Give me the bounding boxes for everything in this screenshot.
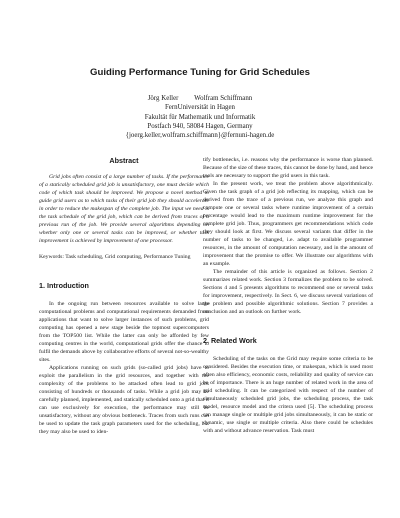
author-name: Jörg Keller bbox=[147, 95, 179, 102]
author-name: Wolfram Schiffmann bbox=[194, 95, 253, 102]
left-column bbox=[39, 156, 209, 436]
affiliation-line: Postfach 940, 58084 Hagen, Germany bbox=[147, 122, 253, 130]
intro-continuation: tify bottlenecks, i.e. reasons why the performance is worse than planned. Because of the size of these traces, this cannot be done by hand, and hence tools are necessary to support the grid users in this task. bbox=[203, 157, 373, 179]
intro-paragraph: In the ongoing run between resources available to solve large computational problems and computational requirements demanded from applications that want to solve larger instances of such problems, grid computing has opened a new stage beside the topmost supercomputers from the TOP500 list. While the latter can only be afforded by few computing centres in the world, computational grids offer the chance to fulfil the demands above by collaborative efforts of several not-so-wealthy sites. bbox=[39, 301, 209, 363]
affiliation-line: FernUniversität in Hagen bbox=[164, 104, 236, 112]
author-emails: {joerg.keller,wolfram.schiffmann}@fernuni-hagen.de bbox=[125, 132, 275, 140]
intro-paragraph: The remainder of this article is organized as follows. Section 2 summarizes related work. Section 3 formalizes the problem to be solved. Sections 4 and 5 presents algorithms to recommend one or several tasks for improvement, respectively. In Sect. 6, we discuss several variations of the problem and possible algorithmic solutions. Section 7 provides a conclusion and an outlook on further work. bbox=[203, 269, 373, 315]
abstract-text: Grid jobs often consist of a large number of tasks. If the performance of a statically scheduled grid job is unsatisfactory, one must decide which code of which task should be improved. We propose a novel method to guide grid users as to which tasks of their grid job they should accelerate in order to reduce the makespan of the complete job. The input we need is the task schedule of the grid job, which can be derived from traces of a previous run of the job. We provide several algorithms depending on whether only one or several tasks can be improved, or whether task improvement is achieved by improvement of one processor. bbox=[39, 174, 209, 244]
keywords: Keywords: Task scheduling, Grid computing, Performance Tuning bbox=[39, 254, 191, 260]
section-heading-related-work: 2. Related Work bbox=[203, 336, 257, 345]
author-names bbox=[0, 94, 400, 103]
paper-title: Guiding Performance Tuning for Grid Schedules bbox=[90, 67, 310, 78]
right-column bbox=[203, 156, 373, 435]
author-block bbox=[0, 94, 400, 140]
intro-paragraph: Applications running on such grids (so-called grid jobs) have to exploit the parallelism in the grid resources, and together with the complexity of the problems to be attacked often lead to grid jobs consisting of hundreds or thousands of tasks. While a grid job may be carefully planned, implemented, and statically scheduled onto a grid that it can use exclusively for execution, the performance may still be unsatisfactory, without any obvious bottleneck. Traces from such runs can be used to update the task graph parameters used for the scheduling, but they may also be used to iden- bbox=[39, 365, 209, 435]
intro-paragraph: In the present work, we treat the problem above algorithmically. Given the task graph of a grid job reflecting its mapping, which can be derived from the trace of a previous run, we analyze this graph and compute one or several tasks where runtime improvement of a certain percentage would lead to the maximum runtime improvement for the complete grid job. Thus, programmers get recommendations which code they should look at first. We discuss several variants that differ in the number of tasks to be changed, i.e. adapt to available programmer resources, in the amount of computation necessary, and in the amount of improvement that the promise to offer. We illustrate our algorithms with an example. bbox=[203, 181, 373, 267]
abstract-heading: Abstract bbox=[109, 156, 139, 165]
affiliation-line: Fakultät für Mathematik und Informatik bbox=[144, 113, 256, 121]
section-heading-introduction: 1. Introduction bbox=[39, 281, 89, 290]
related-work-paragraph: Scheduling of the tasks on the Grid may require some criteria to be considered. Besides the execution time, or makespan, which is used most often also efficiency, economic costs, reliability and quality of service can be of importance. There is an huge number of related work in the area of grid scheduling. It can be categorized with respect of the number of simultaneously scheduled grid jobs, the scheduling process, the task model, resource model and the critera used [5]. The scheduling process can manage single or multiple grid jobs simultaneously, it can be static or dynamic, use single or multiple criteria. Also there could be schedules with and without advance reservation. Task must bbox=[203, 356, 373, 434]
